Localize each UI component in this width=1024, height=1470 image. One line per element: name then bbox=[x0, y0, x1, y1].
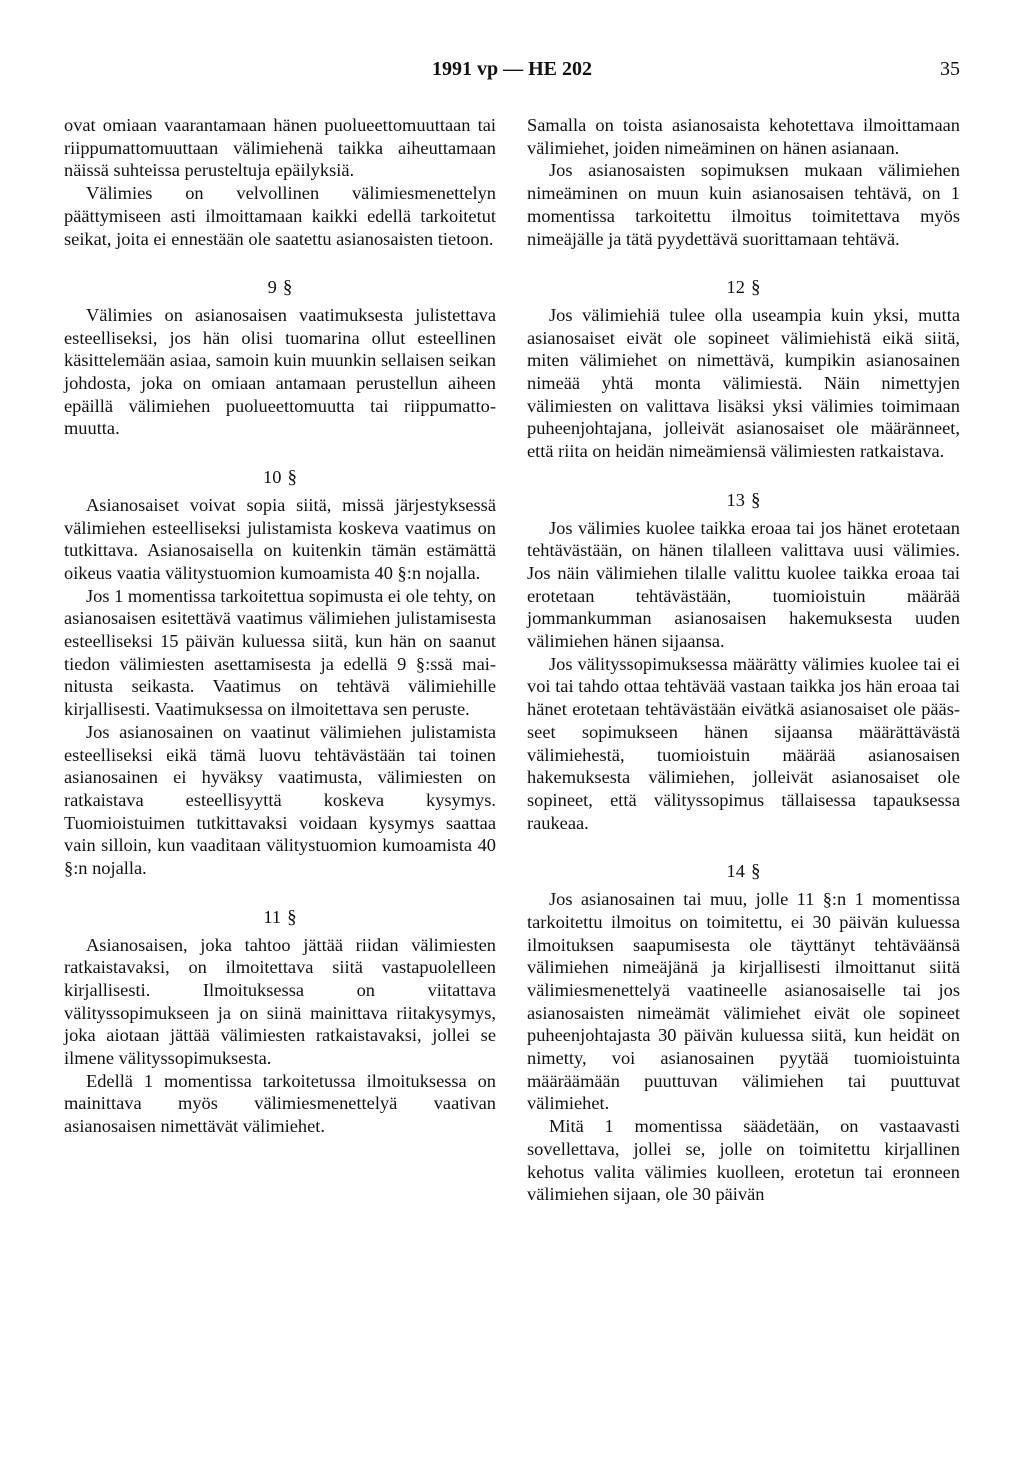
section-number: 14 bbox=[726, 861, 745, 882]
paragraph: Jos 1 momentissa tarkoitettua sopimusta ei ole tehty, on asianosaisen esitettävä vaatimus välimiehen julistamisesta esteelliseksi 15 päivän kuluessa siitä, kun hän on saanut tiedon välimiesten asettamisesta ja edellä 9 §:ssä mainitusta seikasta. Vaatimus on tehtävä välimiehille kirjallisesti. Vaatimuksessa on ilmoitettava sen peruste. bbox=[64, 585, 496, 720]
paragraph: Samalla on toista asianosaista kehotettava ilmoittamaan välimiehet, joiden nimeäminen on hänen asianaan. bbox=[527, 115, 960, 158]
section-heading-13 bbox=[527, 489, 960, 513]
paragraph: Mitä 1 momentissa säädetään, on vastaavasti sovellettava, jollei se, jolle on toimitettu kirjallinen kehotus valita välimies kuolleen, erotetun tai eronneen välimiehen sijaan, ole 30 päivän bbox=[527, 1116, 960, 1205]
section-number: 13 bbox=[726, 489, 745, 510]
paragraph: Jos asianosainen on vaatinut välimiehen julistamista esteelliseksi eikä tämä luovu tehtävästään tai toinen asianosainen ei hyväksy vaatimusta, välimiesten on ratkaistava esteellisyyttä koskeva kysymys. Tuomioistuimen tutkittavaksi voidaan kysymys saattaa vain silloin, kun vaaditaan välitystuomion kumoamista 40 §:n nojalla. bbox=[64, 721, 496, 879]
section-sign: § bbox=[750, 861, 761, 883]
section-number: 11 bbox=[263, 906, 282, 927]
paragraph: Asianosaiset voivat sopia siitä, missä järjestyksessä välimiehen esteelliseksi julistamista koskeva vaatimus on tutkittava. Asianosaisella on kuitenkin tämän estämättä oikeus vaatia välitystuomion kumoamista 40 §:n nojalla. bbox=[64, 494, 496, 583]
paragraph: Jos välityssopimuksessa määrätty välimies kuolee tai ei voi tai tahdo ottaa tehtävää vastaan taikka jos hän eroaa tai hänet erotetaan tehtävästään eivätkä asianosaiset ole päässeet sopimukseen hänen sijaansa määrättävästä välimiehestä, tuomioistuin määrää asianosaisen hakemuksesta välimiehen, jolleivät asianosaiset ole sopineet, että välityssopimus tällaisessa tapauksessa raukeaa. bbox=[527, 653, 960, 833]
section-sign: § bbox=[750, 489, 761, 511]
section-sign: § bbox=[287, 906, 297, 928]
section-number: 10 bbox=[263, 467, 282, 488]
section-sign: § bbox=[287, 467, 297, 489]
section-heading-14 bbox=[527, 860, 960, 884]
paragraph: Välimies on asianosaisen vaatimuksesta julistettava esteelliseksi, jos hän olisi tuomarina ollut esteellinen käsittelemään asiaa, samoin kuin muunkin sellaisen seikan johdosta, joka on omiaan antamaan perustellun aiheen epäillä välimiehen puolueettomuutta tai riippumattomuutta. bbox=[64, 304, 496, 439]
section-number: 12 bbox=[726, 277, 745, 298]
section-sign: § bbox=[750, 277, 761, 299]
section-heading-10 bbox=[64, 466, 496, 490]
section-heading-12 bbox=[527, 276, 960, 300]
section-heading-11 bbox=[64, 906, 496, 930]
paragraph: Jos asianosaisten sopimuksen mukaan välimiehen nimeäminen on muun kuin asianosaisen tehtävä, on 1 momentissa tarkoitettu ilmoitus toimitettava myös nimeäjälle ja tätä pyydettävä suorittamaan tehtävä. bbox=[527, 160, 960, 249]
right-column bbox=[527, 114, 960, 1206]
document-title: 1991 vp — HE 202 bbox=[431, 58, 593, 80]
paragraph: Välimies on velvollinen välimiesmenettelyn päättymiseen asti ilmoittamaan kaikki edellä tarkoitetut seikat, joita ei ennestään ole saatettu asianosaisten tietoon. bbox=[64, 183, 496, 249]
section-number: 9 bbox=[267, 277, 277, 298]
section-heading-9 bbox=[64, 276, 496, 300]
paragraph: Asianosaisen, joka tahtoo jättää riidan välimiesten ratkaistavaksi, on ilmoitettava siitä vastapuolelleen kirjallisesti. Ilmoituksessa on viitattava välityssopimukseen ja on siinä mainittava riitakysymys, joka aiotaan jättää välimiesten ratkaistavaksi, jollei se ilmene välityssopimuksesta. bbox=[64, 934, 496, 1069]
left-column bbox=[64, 114, 496, 1138]
paragraph: ovat omiaan vaarantamaan hänen puolueettomuuttaan tai riippumattomuuttaan välimiehenä taikka aiheuttamaan näissä suhteissa perusteltuja epäilyksiä. bbox=[64, 115, 496, 181]
paragraph: Jos asianosainen tai muu, jolle 11 §:n 1 momentissa tarkoitettu ilmoitus on toimitettu, ei 30 päivän kuluessa ilmoituksen saapumisesta ole täyttänyt tehtäväänsä välimiehen nimeäjänä ja kirjallisesti ilmoittanut siitä välimiesmenettelyä vaatineelle asianosaiselle tai jos asianosaisten nimeämät välimiehet eivät ole sopineet puheenjohtajasta 30 päivän kuluessa siitä, kun heidät on nimetty, voi asianosainen pyytää tuomioistuinta määräämään puuttuvan välimiehen tai puuttuvat välimiehet. bbox=[527, 889, 960, 1114]
paragraph: Edellä 1 momentissa tarkoitetussa ilmoituksessa on mainittava myös välimiesmenettelyä vaativan asianosaisen nimettävät välimiehet. bbox=[64, 1070, 496, 1137]
paragraph: Jos välimies kuolee taikka eroaa tai jos hänet erotetaan tehtävästään, on hänen tilalleen valittava uusi välimies. Jos näin välimiehen tilalle valittu kuolee taikka eroaa tai erotetaan tehtävästään, tuomioistuin määrää jommankumman asianosaisen hakemuksesta uuden välimiehen hänen sijaansa. bbox=[527, 517, 960, 652]
page-number: 35 bbox=[940, 58, 960, 80]
section-sign: § bbox=[282, 277, 293, 299]
paragraph: Jos välimiehiä tulee olla useampia kuin yksi, mutta asianosaiset eivät ole sopineet välimiehistä eikä siitä, miten välimiehet on nimettävä, kumpikin asianosainen nimeää yhtä monta välimiestä. Näin nimettyjen välimiesten on valittava lisäksi yksi välimies toimimaan puheenjohtajana, jolleivät asianosaiset ole määränneet, että riita on heidän nimeämiensä välimiesten ratkaistava. bbox=[527, 304, 960, 462]
page-header bbox=[64, 58, 960, 88]
